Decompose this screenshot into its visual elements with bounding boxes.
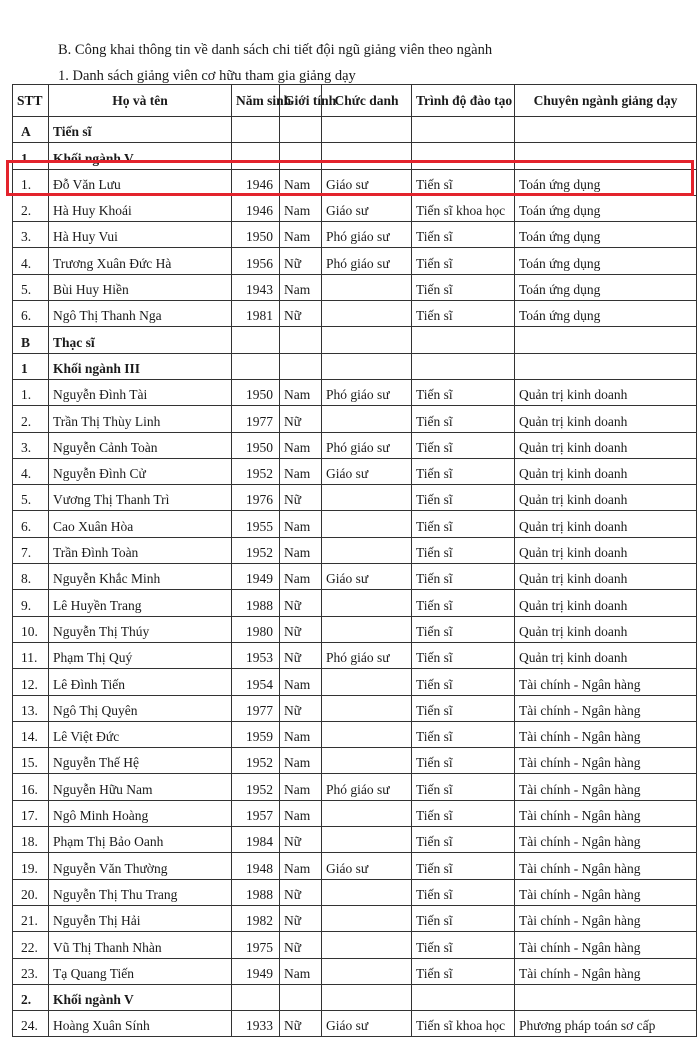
cell-stt: 18. [13, 827, 49, 853]
cell-degree: Tiến sĩ khoa học [412, 1011, 515, 1037]
cell-sex [280, 117, 322, 143]
cell-year: 1955 [232, 511, 280, 537]
cell-year: 1950 [232, 432, 280, 458]
cell-year: 1949 [232, 564, 280, 590]
cell-stt: 2. [13, 984, 49, 1010]
cell-major [515, 984, 697, 1010]
cell-sex: Nữ [280, 827, 322, 853]
cell-major: Tài chính - Ngân hàng [515, 774, 697, 800]
table-row [13, 169, 697, 195]
table-row [13, 642, 697, 668]
cell-sex: Nữ [280, 695, 322, 721]
cell-major: Tài chính - Ngân hàng [515, 695, 697, 721]
cell-major: Toán ứng dụng [515, 248, 697, 274]
cell-sex: Nam [280, 195, 322, 221]
cell-sex: Nam [280, 669, 322, 695]
cell-major: Quản trị kinh doanh [515, 406, 697, 432]
cell-stt: 23. [13, 958, 49, 984]
cell-degree: Tiến sĩ [412, 564, 515, 590]
table-row [13, 695, 697, 721]
cell-degree: Tiến sĩ [412, 379, 515, 405]
cell-degree: Tiến sĩ [412, 721, 515, 747]
cell-name: Hoàng Xuân Sính [49, 1011, 232, 1037]
table-row [13, 879, 697, 905]
cell-sex [280, 327, 322, 353]
cell-year: 1943 [232, 274, 280, 300]
cell-sex: Nam [280, 274, 322, 300]
cell-degree: Tiến sĩ [412, 222, 515, 248]
cell-year: 1982 [232, 905, 280, 931]
cell-sex: Nam [280, 958, 322, 984]
cell-sex: Nam [280, 564, 322, 590]
cell-degree: Tiến sĩ [412, 537, 515, 563]
table-row [13, 669, 697, 695]
cell-title [322, 721, 412, 747]
cell-title: Giáo sư [322, 169, 412, 195]
table-row [13, 274, 697, 300]
table-row [13, 853, 697, 879]
group-row [13, 143, 697, 169]
cell-sex: Nữ [280, 879, 322, 905]
cell-year: 1981 [232, 301, 280, 327]
cell-title [322, 406, 412, 432]
cell-name: Trương Xuân Đức Hà [49, 248, 232, 274]
table-row [13, 301, 697, 327]
cell-sex: Nam [280, 721, 322, 747]
lecturer-table [12, 84, 697, 1037]
cell-degree [412, 353, 515, 379]
cell-name: Vũ Thị Thanh Nhàn [49, 932, 232, 958]
cell-year: 1980 [232, 616, 280, 642]
cell-degree: Tiến sĩ [412, 774, 515, 800]
cell-year: 1948 [232, 853, 280, 879]
table-row [13, 406, 697, 432]
cell-title [322, 590, 412, 616]
cell-degree: Tiến sĩ [412, 406, 515, 432]
table-row [13, 379, 697, 405]
cell-title [322, 327, 412, 353]
cell-stt: 6. [13, 511, 49, 537]
cell-year: 1959 [232, 721, 280, 747]
cell-degree: Tiến sĩ [412, 879, 515, 905]
group-row [13, 984, 697, 1010]
cell-degree: Tiến sĩ [412, 669, 515, 695]
table-row [13, 905, 697, 931]
table-row [13, 537, 697, 563]
cell-sex: Nữ [280, 485, 322, 511]
subsection-heading: 1. Danh sách giảng viên cơ hữu tham gia giảng dạy [58, 68, 356, 84]
table-row [13, 485, 697, 511]
cell-name: Nguyễn Hữu Nam [49, 774, 232, 800]
table-row [13, 222, 697, 248]
cell-stt: 21. [13, 905, 49, 931]
cell-name: Hà Huy Khoái [49, 195, 232, 221]
cell-degree: Tiến sĩ [412, 458, 515, 484]
cell-stt: 14. [13, 721, 49, 747]
cell-name: Vương Thị Thanh Trì [49, 485, 232, 511]
cell-degree: Tiến sĩ khoa học [412, 195, 515, 221]
cell-stt: 12. [13, 669, 49, 695]
cell-year: 1946 [232, 195, 280, 221]
cell-major: Tài chính - Ngân hàng [515, 879, 697, 905]
cell-degree: Tiến sĩ [412, 590, 515, 616]
col-header-stt: STT [13, 85, 49, 117]
cell-major: Toán ứng dụng [515, 274, 697, 300]
cell-name: Hà Huy Vui [49, 222, 232, 248]
cell-major: Quản trị kinh doanh [515, 537, 697, 563]
cell-sex: Nam [280, 222, 322, 248]
cell-major: Tài chính - Ngân hàng [515, 853, 697, 879]
cell-stt: 9. [13, 590, 49, 616]
cell-title: Phó giáo sư [322, 432, 412, 458]
cell-title: Phó giáo sư [322, 379, 412, 405]
table-row [13, 958, 697, 984]
col-header-degree: Trình độ đào tạo [412, 85, 515, 117]
cell-name: Khối ngành III [49, 353, 232, 379]
cell-major: Quản trị kinh doanh [515, 511, 697, 537]
cell-name: Ngô Minh Hoàng [49, 800, 232, 826]
cell-title [322, 695, 412, 721]
cell-name: Ngô Thị Thanh Nga [49, 301, 232, 327]
cell-year: 1956 [232, 248, 280, 274]
col-header-year: Năm sinh [232, 85, 280, 117]
cell-stt: 16. [13, 774, 49, 800]
cell-title [322, 485, 412, 511]
cell-name: Khối ngành V [49, 143, 232, 169]
cell-degree: Tiến sĩ [412, 301, 515, 327]
cell-year: 1977 [232, 406, 280, 432]
cell-major: Quản trị kinh doanh [515, 642, 697, 668]
cell-sex [280, 353, 322, 379]
cell-major [515, 327, 697, 353]
cell-name: Đỗ Văn Lưu [49, 169, 232, 195]
cell-stt: 4. [13, 248, 49, 274]
cell-degree: Tiến sĩ [412, 169, 515, 195]
cell-stt: 22. [13, 932, 49, 958]
cell-sex: Nam [280, 800, 322, 826]
table-row [13, 827, 697, 853]
cell-stt: 24. [13, 1011, 49, 1037]
cell-title [322, 117, 412, 143]
table-row [13, 195, 697, 221]
cell-name: Khối ngành V [49, 984, 232, 1010]
cell-name: Nguyễn Đình Cử [49, 458, 232, 484]
cell-title: Phó giáo sư [322, 248, 412, 274]
cell-name: Cao Xuân Hòa [49, 511, 232, 537]
cell-degree: Tiến sĩ [412, 905, 515, 931]
cell-title [322, 932, 412, 958]
cell-title [322, 800, 412, 826]
cell-title [322, 301, 412, 327]
cell-degree [412, 327, 515, 353]
table-row [13, 511, 697, 537]
table-row [13, 564, 697, 590]
table-row [13, 800, 697, 826]
cell-year: 1950 [232, 379, 280, 405]
cell-degree: Tiến sĩ [412, 695, 515, 721]
cell-title [322, 958, 412, 984]
cell-degree: Tiến sĩ [412, 616, 515, 642]
cell-degree: Tiến sĩ [412, 432, 515, 458]
cell-year: 1977 [232, 695, 280, 721]
cell-name: Nguyễn Thị Thúy [49, 616, 232, 642]
cell-year [232, 353, 280, 379]
cell-title [322, 879, 412, 905]
cell-stt: 1. [13, 169, 49, 195]
cell-name: Nguyễn Đình Tài [49, 379, 232, 405]
cell-title: Giáo sư [322, 1011, 412, 1037]
cell-sex: Nam [280, 432, 322, 458]
cell-sex: Nữ [280, 406, 322, 432]
cell-major: Toán ứng dụng [515, 195, 697, 221]
cell-stt: 8. [13, 564, 49, 590]
cell-major: Quản trị kinh doanh [515, 590, 697, 616]
table-row [13, 432, 697, 458]
cell-year: 1933 [232, 1011, 280, 1037]
cell-degree [412, 117, 515, 143]
cell-degree: Tiến sĩ [412, 800, 515, 826]
cell-major: Tài chính - Ngân hàng [515, 721, 697, 747]
cell-name: Thạc sĩ [49, 327, 232, 353]
cell-sex: Nam [280, 169, 322, 195]
group-row [13, 353, 697, 379]
cell-sex: Nữ [280, 905, 322, 931]
cell-name: Nguyễn Cảnh Toàn [49, 432, 232, 458]
cell-year: 1954 [232, 669, 280, 695]
cell-stt: 5. [13, 485, 49, 511]
cell-stt: 17. [13, 800, 49, 826]
cell-title: Phó giáo sư [322, 642, 412, 668]
cell-year: 1957 [232, 800, 280, 826]
cell-sex: Nam [280, 853, 322, 879]
cell-degree: Tiến sĩ [412, 748, 515, 774]
cell-stt: 1 [13, 353, 49, 379]
cell-major: Quản trị kinh doanh [515, 432, 697, 458]
group-row [13, 327, 697, 353]
cell-sex: Nữ [280, 1011, 322, 1037]
table-row [13, 774, 697, 800]
cell-degree: Tiến sĩ [412, 248, 515, 274]
cell-year: 1988 [232, 879, 280, 905]
cell-name: Trần Đình Toàn [49, 537, 232, 563]
cell-major [515, 117, 697, 143]
cell-stt: 3. [13, 222, 49, 248]
cell-stt: 11. [13, 642, 49, 668]
cell-year [232, 327, 280, 353]
cell-name: Nguyễn Văn Thường [49, 853, 232, 879]
cell-title: Giáo sư [322, 458, 412, 484]
cell-year [232, 984, 280, 1010]
cell-year [232, 117, 280, 143]
cell-major [515, 143, 697, 169]
cell-title [322, 748, 412, 774]
cell-major: Quản trị kinh doanh [515, 564, 697, 590]
col-header-name: Họ và tên [49, 85, 232, 117]
cell-degree: Tiến sĩ [412, 827, 515, 853]
cell-major: Tài chính - Ngân hàng [515, 669, 697, 695]
table-body [13, 117, 697, 1037]
col-header-sex: Giới tính [280, 85, 322, 117]
table-row [13, 932, 697, 958]
table-row [13, 590, 697, 616]
cell-name: Tiến sĩ [49, 117, 232, 143]
cell-year: 1975 [232, 932, 280, 958]
cell-title [322, 143, 412, 169]
cell-stt: 1 [13, 143, 49, 169]
cell-major: Quản trị kinh doanh [515, 485, 697, 511]
cell-degree: Tiến sĩ [412, 485, 515, 511]
cell-major: Tài chính - Ngân hàng [515, 958, 697, 984]
cell-sex: Nữ [280, 642, 322, 668]
cell-year: 1953 [232, 642, 280, 668]
cell-year [232, 143, 280, 169]
table-row [13, 248, 697, 274]
cell-title [322, 511, 412, 537]
cell-title [322, 669, 412, 695]
table-row [13, 458, 697, 484]
cell-title [322, 274, 412, 300]
cell-major: Toán ứng dụng [515, 222, 697, 248]
cell-stt: A [13, 117, 49, 143]
cell-stt: 4. [13, 458, 49, 484]
cell-year: 1952 [232, 458, 280, 484]
cell-stt: 3. [13, 432, 49, 458]
cell-sex [280, 984, 322, 1010]
cell-stt: 5. [13, 274, 49, 300]
cell-title [322, 353, 412, 379]
cell-major: Toán ứng dụng [515, 301, 697, 327]
col-header-title: Chức danh [322, 85, 412, 117]
cell-year: 1952 [232, 774, 280, 800]
cell-major [515, 353, 697, 379]
cell-stt: 20. [13, 879, 49, 905]
cell-year: 1950 [232, 222, 280, 248]
cell-title: Phó giáo sư [322, 222, 412, 248]
cell-name: Nguyễn Thị Hải [49, 905, 232, 931]
cell-title: Giáo sư [322, 195, 412, 221]
cell-major: Tài chính - Ngân hàng [515, 800, 697, 826]
cell-year: 1952 [232, 537, 280, 563]
cell-sex: Nam [280, 458, 322, 484]
table-row [13, 1011, 697, 1037]
table-row [13, 748, 697, 774]
cell-year: 1976 [232, 485, 280, 511]
table-row [13, 616, 697, 642]
cell-name: Lê Việt Đức [49, 721, 232, 747]
cell-degree: Tiến sĩ [412, 853, 515, 879]
cell-sex: Nam [280, 511, 322, 537]
section-heading: B. Công khai thông tin về danh sách chi tiết đội ngũ giảng viên theo ngành [58, 42, 493, 58]
cell-name: Lê Đình Tiến [49, 669, 232, 695]
cell-title: Giáo sư [322, 853, 412, 879]
cell-stt: 2. [13, 195, 49, 221]
cell-degree: Tiến sĩ [412, 932, 515, 958]
cell-sex: Nam [280, 537, 322, 563]
cell-stt: 7. [13, 537, 49, 563]
cell-stt: 1. [13, 379, 49, 405]
cell-degree: Tiến sĩ [412, 958, 515, 984]
cell-name: Tạ Quang Tiến [49, 958, 232, 984]
cell-sex: Nữ [280, 248, 322, 274]
cell-title [322, 827, 412, 853]
cell-major: Tài chính - Ngân hàng [515, 932, 697, 958]
cell-sex: Nam [280, 748, 322, 774]
cell-title: Giáo sư [322, 564, 412, 590]
cell-major: Tài chính - Ngân hàng [515, 827, 697, 853]
cell-year: 1946 [232, 169, 280, 195]
cell-major: Quản trị kinh doanh [515, 379, 697, 405]
cell-degree: Tiến sĩ [412, 274, 515, 300]
cell-sex: Nam [280, 379, 322, 405]
cell-sex: Nữ [280, 932, 322, 958]
cell-name: Lê Huyền Trang [49, 590, 232, 616]
cell-stt: 19. [13, 853, 49, 879]
cell-name: Bùi Huy Hiền [49, 274, 232, 300]
cell-name: Phạm Thị Bảo Oanh [49, 827, 232, 853]
cell-major: Tài chính - Ngân hàng [515, 905, 697, 931]
cell-sex: Nữ [280, 590, 322, 616]
cell-major: Toán ứng dụng [515, 169, 697, 195]
cell-degree [412, 984, 515, 1010]
cell-name: Ngô Thị Quyên [49, 695, 232, 721]
cell-sex [280, 143, 322, 169]
cell-year: 1988 [232, 590, 280, 616]
cell-name: Phạm Thị Quý [49, 642, 232, 668]
cell-degree [412, 143, 515, 169]
group-row [13, 117, 697, 143]
cell-stt: 2. [13, 406, 49, 432]
cell-degree: Tiến sĩ [412, 642, 515, 668]
cell-title [322, 616, 412, 642]
cell-name: Nguyễn Khắc Minh [49, 564, 232, 590]
cell-year: 1949 [232, 958, 280, 984]
cell-name: Nguyễn Thị Thu Trang [49, 879, 232, 905]
cell-title [322, 984, 412, 1010]
cell-year: 1952 [232, 748, 280, 774]
cell-title: Phó giáo sư [322, 774, 412, 800]
cell-major: Tài chính - Ngân hàng [515, 748, 697, 774]
cell-year: 1984 [232, 827, 280, 853]
cell-sex: Nam [280, 774, 322, 800]
cell-stt: 6. [13, 301, 49, 327]
cell-title [322, 905, 412, 931]
cell-stt: 13. [13, 695, 49, 721]
cell-stt: 15. [13, 748, 49, 774]
table-row [13, 721, 697, 747]
table-header-row [13, 85, 697, 117]
cell-major: Quản trị kinh doanh [515, 616, 697, 642]
cell-stt: 10. [13, 616, 49, 642]
cell-degree: Tiến sĩ [412, 511, 515, 537]
cell-major: Phương pháp toán sơ cấp [515, 1011, 697, 1037]
cell-title [322, 537, 412, 563]
cell-sex: Nữ [280, 301, 322, 327]
cell-stt: B [13, 327, 49, 353]
col-header-major: Chuyên ngành giảng dạy [515, 85, 697, 117]
cell-sex: Nữ [280, 616, 322, 642]
cell-name: Nguyễn Thế Hệ [49, 748, 232, 774]
cell-name: Trần Thị Thùy Linh [49, 406, 232, 432]
cell-major: Quản trị kinh doanh [515, 458, 697, 484]
